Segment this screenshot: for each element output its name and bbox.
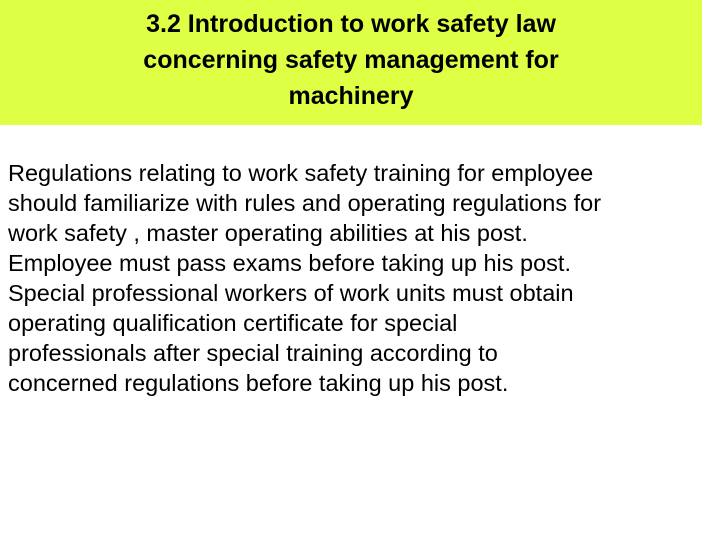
body-text-line: Regulations relating to work safety training for employee [8, 160, 594, 186]
slide-body-text [8, 158, 720, 398]
slide-title-line: 3.2 Introduction to work safety law [146, 9, 556, 38]
body-text-line: work safety , master operating abilities at his post. [8, 220, 528, 246]
body-text-line: Employee must pass exams before taking up his post. [8, 250, 571, 276]
body-text-line: professionals after special training according to [8, 340, 498, 366]
body-text-line: operating qualification certificate for special [8, 310, 458, 336]
slide-title-line: machinery [288, 81, 414, 110]
body-text-line: Special professional workers of work units must obtain [8, 280, 574, 306]
slide-title [0, 6, 702, 120]
body-text-line: concerned regulations before taking up his post. [8, 370, 509, 396]
title-banner [0, 0, 702, 125]
slide-title-line: concerning safety management for [143, 45, 559, 74]
body-text-line: should familiarize with rules and operating regulations for [8, 190, 602, 216]
